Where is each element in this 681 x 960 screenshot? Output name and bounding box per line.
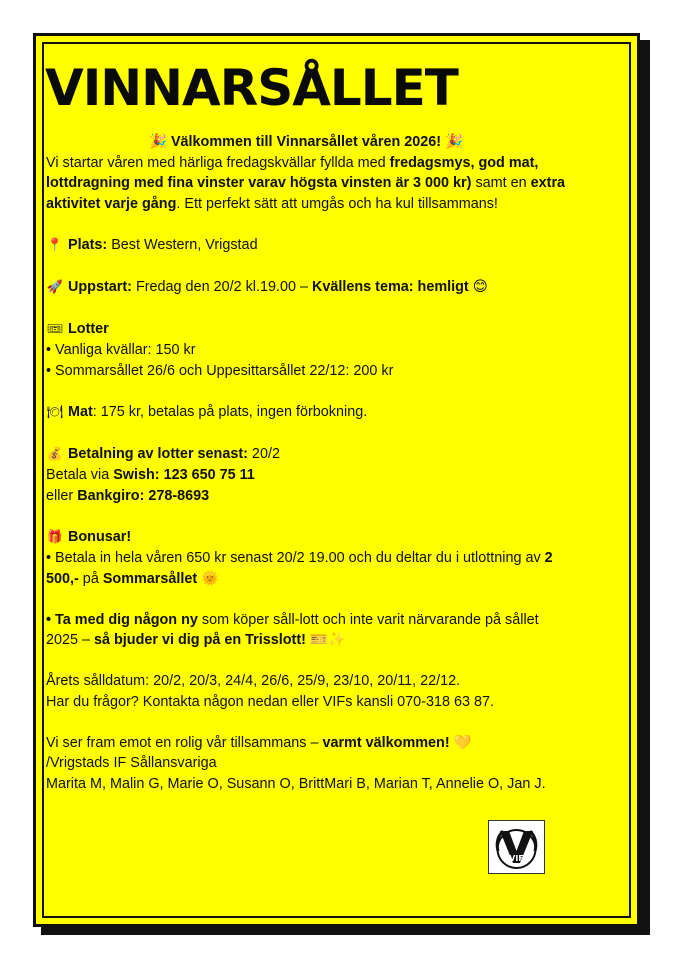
uppstart-value: Fredag den 20/2 kl.19.00 – (131, 278, 312, 295)
bonus-2-text: som köper såll-lott och inte varit närvarande på sållet 2025 – (46, 611, 539, 648)
uppstart-label: Uppstart: (68, 278, 132, 295)
bonus-2-bullet: • (46, 611, 56, 628)
swish-line (46, 465, 566, 486)
bonusar-label: Bonusar! (68, 528, 132, 545)
plats-label: Plats: (68, 236, 108, 253)
uppstart-line (46, 277, 566, 299)
plats-line (46, 235, 566, 257)
betalning-value: 20/2 (247, 445, 280, 462)
smile-icon: 😊 (472, 278, 488, 295)
bonus-2-bold: Ta med dig någon ny (55, 611, 198, 628)
mat-line (46, 402, 566, 424)
plats-value: Best Western, Vrigstad (107, 236, 258, 253)
signature: /Vrigstads IF Sållansvariga (46, 755, 217, 771)
intro-paragraph (46, 153, 566, 215)
betalning-label: Betalning av lotter senast: (68, 445, 248, 462)
closing-text: Vi ser fram emot en rolig vår tillsammans – (46, 734, 323, 751)
organizer-names: Marita M, Malin G, Marie O, Susann O, BrittMari B, Marian T, Annelie O, Jan J. (46, 775, 546, 792)
lotter-line-2: • Sommarsållet 26/6 och Uppesittarsållet 22/12: 200 kr (46, 362, 394, 379)
betalning-line (46, 444, 566, 466)
party-icon-right: 🎉 (445, 134, 463, 150)
lotter-heading (46, 319, 566, 341)
intro-bold-1: fredagsmys, god mat, lottdragning med fina vinster varav högsta vinsten är 3 000 kr) (46, 154, 539, 191)
plate-icon: 🍽 (46, 404, 64, 420)
intro-bold-2: extra aktivitet varje gång (46, 175, 566, 212)
welcome-line (46, 132, 566, 153)
swish-number: Swish: 123 650 75 11 (113, 467, 255, 483)
bonus-1-event: Sommarsållet (102, 570, 198, 587)
mat-label: Mat (68, 403, 93, 420)
lotter-label: Lotter (68, 320, 109, 337)
contact-line: Har du frågor? Kontakta någon nedan eller VIFs kansli 070-318 63 87. (46, 693, 494, 710)
pin-icon: 📍 (46, 237, 64, 253)
logo-text: VIF (509, 854, 524, 863)
gift-icon: 🎁 (46, 529, 64, 545)
bankgiro-prefix: eller (46, 487, 78, 504)
intro-text-3: . Ett perfekt sätt att umgås och ha kul tillsammans! (176, 195, 498, 212)
bonus-2 (46, 610, 566, 651)
party-icon: 🎉 (149, 134, 167, 150)
poster-content (46, 132, 566, 794)
bonusar-heading (46, 527, 566, 549)
poster-title: VINNARSÅLLET (45, 59, 458, 117)
bonus-2-bold-2: så bjuder vi dig på en Trisslott! (94, 632, 306, 648)
bonus-1-mid: på (78, 570, 103, 587)
bonus-1 (46, 548, 566, 589)
intro-text-1: Vi startar våren med härliga fredagskvällar fyllda med (46, 154, 390, 171)
bonus-1-text: • Betala in hela våren 650 kr senast 20/2 19.00 och du deltar du i utlottning av (46, 550, 545, 566)
ticket-icon: 🎟 (46, 321, 64, 337)
closing-line (46, 733, 566, 754)
heart-icon: 💛 (453, 734, 472, 751)
bonus-1-amount: 2 500,- (46, 550, 553, 587)
bankgiro-line (46, 486, 566, 507)
swish-prefix: Betala via (46, 467, 114, 483)
sun-icon: 🌞 (201, 570, 220, 587)
rocket-icon: 🚀 (46, 279, 64, 295)
dates-line: Årets sålldatum: 20/2, 20/3, 24/4, 26/6, 25/9, 23/10, 20/11, 22/12. (46, 673, 461, 689)
mat-value: : 175 kr, betalas på plats, ingen förbokning. (92, 403, 368, 420)
vif-logo (488, 820, 545, 874)
closing-bold: varmt välkommen! (322, 734, 450, 751)
lotter-line-1: • Vanliga kvällar: 150 kr (46, 342, 196, 358)
intro-text-2: samt en (471, 175, 531, 191)
money-bag-icon: 💰 (46, 446, 64, 462)
welcome-text: Välkommen till Vinnarsållet våren 2026! (170, 134, 442, 150)
bankgiro-number: Bankgiro: 278-8693 (77, 487, 210, 504)
uppstart-theme: Kvällens tema: hemligt (311, 278, 469, 295)
lottery-ticket-sparkle-icon: 🎫✨ (309, 632, 346, 648)
vif-logo-icon (489, 821, 544, 873)
